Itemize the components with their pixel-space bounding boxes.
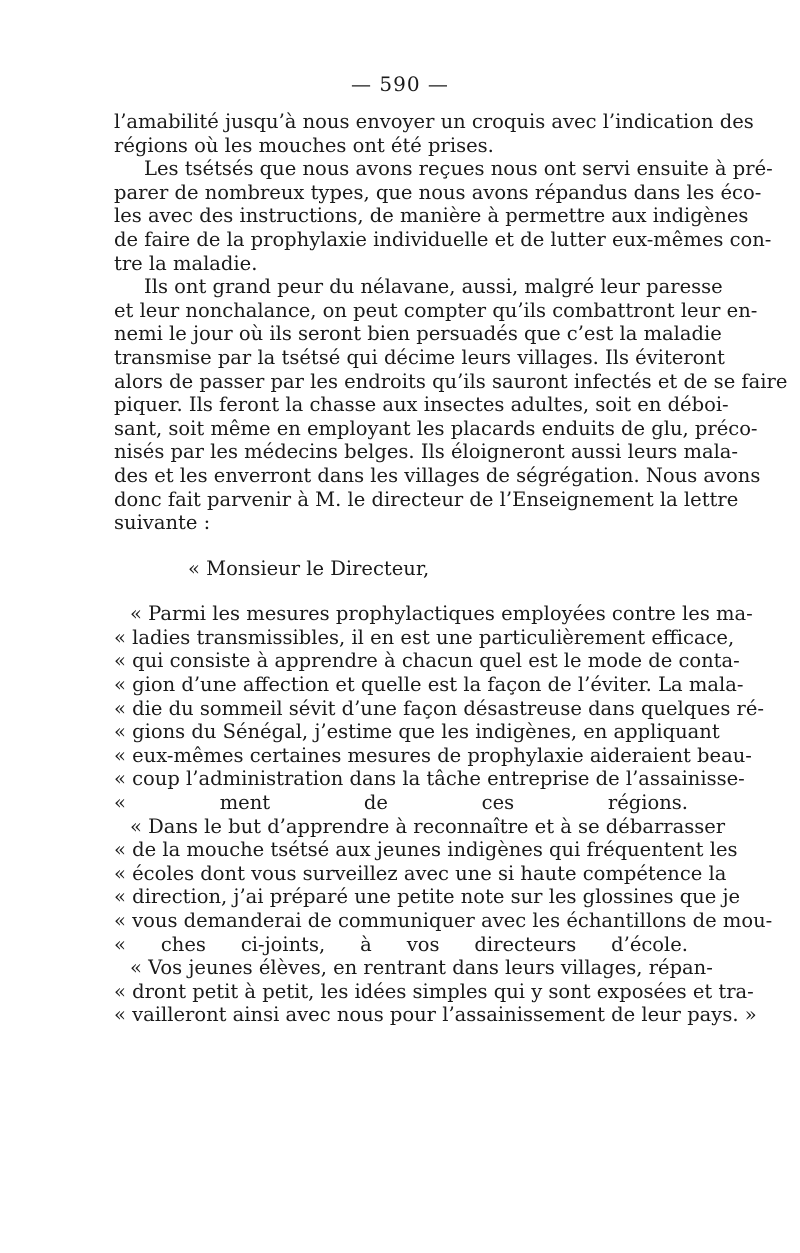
letter-salutation (114, 557, 688, 581)
quote-line: « coup l’administration dans la tâche entreprise de l’assainisse- (114, 767, 745, 791)
text-line: nemi le jour où ils seront bien persuadés que c’est la maladie (114, 322, 722, 346)
text-line: suivante : (114, 511, 211, 535)
salutation-line: « Monsieur le Directeur, (188, 556, 430, 580)
text-line: tre la maladie. (114, 251, 258, 275)
text-line: alors de passer par les endroits qu’ils sauront infectés et de se faire (114, 369, 788, 393)
quote-line: « vailleront ainsi avec nous pour l’assainissement de leur pays. » (114, 1003, 757, 1027)
text-line: Les tsétsés que nous avons reçues nous ont servi ensuite à pré- (144, 157, 773, 181)
paragraph-3 (114, 275, 788, 535)
quote-line: « de la mouche tsétsé aux jeunes indigènes qui fréquentent les (114, 838, 738, 862)
text-line: sant, soit même en employant les placards enduits de glu, préco- (114, 416, 758, 440)
text-line: transmise par la tsétsé qui décime leurs villages. Ils éviteront (114, 345, 725, 369)
paragraph-1 (114, 110, 754, 157)
quote-line: « qui consiste à apprendre à chacun quel est le mode de conta- (114, 649, 740, 673)
quote-line: « ches ci-joints, à vos directeurs d’école. (114, 932, 688, 956)
text-line: Ils ont grand peur du nélavane, aussi, malgré leur paresse (144, 275, 723, 299)
quote-line: « Vos jeunes élèves, en rentrant dans leurs villages, répan- (130, 956, 713, 980)
page-number: — 590 — (351, 72, 449, 96)
text-line: des et les enverront dans les villages de ségrégation. Nous avons (114, 463, 761, 487)
quote-line: « eux-mêmes certaines mesures de prophylaxie aideraient beau- (114, 743, 752, 767)
quote-line: « gion d’une affection et quelle est la façon de l’éviter. La mala- (114, 673, 744, 697)
text-line: régions où les mouches ont été prises. (114, 133, 494, 157)
text-line: piquer. Ils feront la chasse aux insectes adultes, soit en déboi- (114, 393, 729, 417)
text-line: les avec des instructions, de manière à permettre aux indigènes (114, 204, 749, 228)
quote-line: « Parmi les mesures prophylactiques employées contre les ma- (130, 602, 753, 626)
text-line: parer de nombreux types, que nous avons répandus dans les éco- (114, 180, 762, 204)
quote-line: « gions du Sénégal, j’estime que les indigènes, en appliquant (114, 720, 720, 744)
quote-line: « vous demanderai de communiquer avec les échantillons de mou- (114, 909, 773, 932)
quote-line: « écoles dont vous surveillez avec une si haute compétence la (114, 861, 727, 885)
text-line: de faire de la prophylaxie individuelle et de lutter eux-mêmes con- (114, 227, 772, 251)
quote-line: « direction, j’ai préparé une petite note sur les glossines que je (114, 885, 741, 909)
quote-line: « die du sommeil sévit d’une façon désastreuse dans quelques ré- (114, 696, 764, 720)
quote-line: « ladies transmissibles, il en est une particulièrement efficace, (114, 625, 735, 649)
quote-line: « Dans le but d’apprendre à reconnaître et à se débarrasser (130, 814, 726, 838)
letter-paragraph-3 (114, 956, 757, 1027)
letter-paragraph-2 (114, 814, 773, 957)
text-line: nisés par les médecins belges. Ils éloigneront aussi leurs mala- (114, 440, 739, 464)
paragraph-2 (114, 157, 773, 275)
quote-line: « ment de ces régions. (114, 791, 688, 815)
body-text (114, 110, 788, 1027)
letter-paragraph-1 (114, 602, 764, 815)
text-line: et leur nonchalance, on peut compter qu’ils combattront leur en- (114, 298, 758, 322)
quote-line: « dront petit à petit, les idées simples qui y sont exposées et tra- (114, 979, 754, 1003)
text-line: donc fait parvenir à M. le directeur de l’Enseignement la lettre (114, 487, 739, 511)
text-line: l’amabilité jusqu’à nous envoyer un croquis avec l’indication des (114, 110, 754, 133)
